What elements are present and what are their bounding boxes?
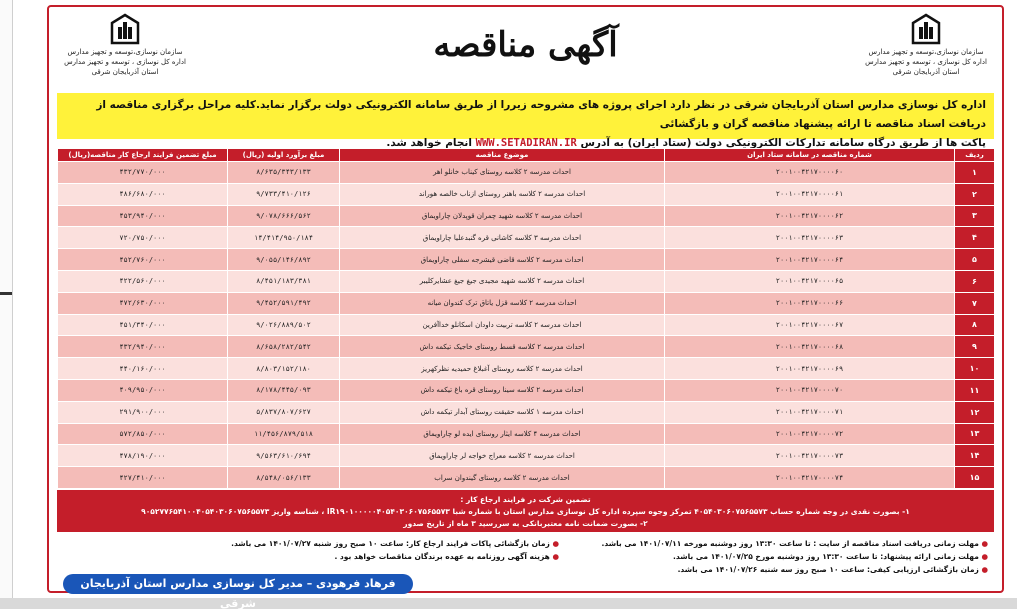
table-header-row (58, 149, 995, 162)
tender-subject: احداث مدرسه ۲ کلاسه سینا روستای قره باغ تیکمه داش (340, 379, 665, 401)
row-number: ۶ (955, 270, 995, 292)
table-row (58, 292, 995, 314)
intro-line-2-b: انجام خواهد شد. (386, 137, 472, 149)
setad-number: ۲۰۰۱۰۰۴۲۱۷۰۰۰۰۶۷ (665, 314, 955, 336)
note-item (119, 550, 559, 563)
setad-number: ۲۰۰۱۰۰۴۲۱۷۰۰۰۰۶۹ (665, 358, 955, 380)
bullet-icon: ● (549, 552, 559, 561)
tender-subject: احداث مدرسه ۲ کلاسه شهید مجیدی جیغ جیغ عشایرکلیبر (340, 270, 665, 292)
intro-paragraph (57, 93, 994, 149)
estimate-amount: ۸/۵۴۸/۰۵۶/۱۳۳ (228, 467, 340, 489)
row-number: ۱۴ (955, 445, 995, 467)
tender-subject: احداث مدرسه ۲ کلاسه تربیت داودان اسکانلو خداآفرین (340, 314, 665, 336)
estimate-amount: ۹/۰۷۸/۶۶۶/۵۶۲ (228, 205, 340, 227)
row-number: ۲ (955, 183, 995, 205)
estimate-amount: ۸/۶۳۵/۳۴۳/۱۳۳ (228, 162, 340, 184)
org-line-2: اداره کل نوسازی ، توسعه و تجهیز مدارس (865, 58, 987, 66)
org-line-3: استان آذربایجان شرقی (91, 68, 159, 76)
tender-subject: احداث مدرسه ۲ کلاسه قاضی قیشرجه سفلی چاراویماق (340, 249, 665, 271)
guarantee-amount: ۴۷۲/۶۳۰/۰۰۰ (58, 292, 228, 314)
setad-number: ۲۰۰۱۰۰۴۲۱۷۰۰۰۰۷۲ (665, 423, 955, 445)
row-number: ۹ (955, 336, 995, 358)
setad-number: ۲۰۰۱۰۰۴۲۱۷۰۰۰۰۶۰ (665, 162, 955, 184)
estimate-amount: ۱۱/۴۵۶/۸۷۹/۵۱۸ (228, 423, 340, 445)
left-page-strip (0, 0, 13, 609)
table-row (58, 227, 995, 249)
tender-subject: احداث مدرسه ۲ کلاسه معراج خواجه لر چاراویماق (340, 445, 665, 467)
table-row (58, 401, 995, 423)
row-number: ۱۱ (955, 379, 995, 401)
setad-url-link[interactable]: WWW.SETADIRAN.IR (475, 137, 577, 149)
tender-subject: احداث مدرسه ۳ کلاسه کاشانی قره گنبدعلیا چاراویماق (340, 227, 665, 249)
note-item (518, 563, 988, 576)
row-number: ۱۲ (955, 401, 995, 423)
estimate-amount: ۹/۵۶۳/۶۱۰/۶۹۴ (228, 445, 340, 467)
note-text: زمان بازگشائی ارزیابی کیفی: ساعت ۱۰ صبح روز سه شنبه ۱۴۰۱/۰۷/۲۶ می باشد. (677, 565, 979, 574)
estimate-amount: ۸/۱۷۸/۴۴۵/۰۹۳ (228, 379, 340, 401)
row-number: ۱۳ (955, 423, 995, 445)
tender-subject: احداث مدرسه ۱ کلاسه حقیقت روستای آبدار تیکمه داش (340, 401, 665, 423)
row-number: ۱ (955, 162, 995, 184)
estimate-amount: ۱۴/۴۱۴/۹۵۰/۱۸۴ (228, 227, 340, 249)
tender-subject: احداث مدرسه ۲ کلاسه قزل یاتاق ترک کندوان میانه (340, 292, 665, 314)
opening-notes (119, 537, 559, 563)
table-row (58, 270, 995, 292)
table-row (58, 379, 995, 401)
tender-subject: احداث مدرسه ۲ کلاسه شهید چمران قوپدلان چاراویماق (340, 205, 665, 227)
intro-line-2-a: پاکت ها از طریق درگاه سامانه تدارکات الکترونیکی دولت (ستاد ایران) به آدرس (580, 137, 986, 149)
table-row (58, 314, 995, 336)
guarantee-amount: ۷۲۰/۷۵۰/۰۰۰ (58, 227, 228, 249)
row-number: ۴ (955, 227, 995, 249)
setad-number: ۲۰۰۱۰۰۴۲۱۷۰۰۰۰۶۱ (665, 183, 955, 205)
row-number: ۱۵ (955, 467, 995, 489)
note-text: زمان بازگشائی پاکات فرایند ارجاع کار: ساعت ۱۰ صبح روز شنبه ۱۴۰۱/۰۷/۲۷ می باشد. (231, 539, 550, 548)
tender-subject: احداث مدرسه ۲ کلاسه روستای آغبلاغ حمیدیه نظرکهریز (340, 358, 665, 380)
setad-number: ۲۰۰۱۰۰۴۲۱۷۰۰۰۰۶۵ (665, 270, 955, 292)
guarantee-amount: ۴۲۲/۵۶۰/۰۰۰ (58, 270, 228, 292)
intro-line-1: اداره کل نوسازی مدارس استان آذربایجان شرقی در نظر دارد اجرای پروژه های مشروحه زیررا از طریق سامانه الکترونیکی دولت برگزار نماید.کلیه مراحل برگزاری مناقصه از دریافت اسناد مناقصه تا ارائه پیشنهاد مناقصه گران و بازگشائی (96, 99, 986, 130)
estimate-amount: ۹/۴۵۲/۵۹۱/۴۹۲ (228, 292, 340, 314)
note-item (119, 537, 559, 550)
setad-number: ۲۰۰۱۰۰۴۲۱۷۰۰۰۰۷۱ (665, 401, 955, 423)
guarantee-amount: ۵۷۲/۸۵۰/۰۰۰ (58, 423, 228, 445)
col-header-setad: شماره مناقصه در سامانه ستاد ایران (665, 149, 955, 162)
guarantee-box (57, 490, 994, 532)
setad-number: ۲۰۰۱۰۰۴۲۱۷۰۰۰۰۷۳ (665, 445, 955, 467)
row-number: ۸ (955, 314, 995, 336)
estimate-amount: ۸/۸۰۳/۱۵۲/۱۸۰ (228, 358, 340, 380)
table-row (58, 336, 995, 358)
table-row (58, 423, 995, 445)
bullet-icon: ● (978, 552, 988, 561)
org-line-1: سازمان نوسازی،توسعه و تجهیز مدارس (67, 48, 183, 56)
table-row (58, 205, 995, 227)
guarantee-amount: ۴۴۰/۱۶۰/۰۰۰ (58, 358, 228, 380)
estimate-amount: ۹/۷۳۳/۴۱۰/۱۲۶ (228, 183, 340, 205)
tender-table (57, 148, 995, 489)
guarantee-title: تضمین شرکت در فرایند ارجاع کار : (460, 495, 591, 504)
note-text: هزینه آگهی روزنامه به عهده برندگان مناقصات خواهد بود . (334, 552, 550, 561)
col-header-subject: موضوع مناقصه (340, 149, 665, 162)
bullet-icon: ● (978, 565, 988, 574)
tender-subject: احداث مدرسه ۲ کلاسه روستای کیناب خانلو اهر (340, 162, 665, 184)
row-number: ۷ (955, 292, 995, 314)
guarantee-amount: ۴۸۶/۶۸۰/۰۰۰ (58, 183, 228, 205)
setad-number: ۲۰۰۱۰۰۴۲۱۷۰۰۰۰۶۴ (665, 249, 955, 271)
setad-number: ۲۰۰۱۰۰۴۲۱۷۰۰۰۰۷۴ (665, 467, 955, 489)
setad-number: ۲۰۰۱۰۰۴۲۱۷۰۰۰۰۷۰ (665, 379, 955, 401)
org-line-3: استان آذربایجان شرقی (892, 68, 960, 76)
setad-number: ۲۰۰۱۰۰۴۲۱۷۰۰۰۰۶۳ (665, 227, 955, 249)
row-number: ۵ (955, 249, 995, 271)
bullet-icon: ● (549, 539, 559, 548)
guarantee-amount: ۴۰۹/۹۵۰/۰۰۰ (58, 379, 228, 401)
tender-notice-frame (47, 5, 1004, 610)
tender-subject: احداث مدرسه ۲ کلاسه باهنر روستای ازناب خالصه هوراند (340, 183, 665, 205)
guarantee-amount: ۴۵۲/۷۶۰/۰۰۰ (58, 249, 228, 271)
bottom-page-strip (0, 598, 1017, 609)
col-header-row: ردیف (955, 149, 995, 162)
table-row (58, 445, 995, 467)
estimate-amount: ۹/۰۵۵/۱۴۶/۸۹۲ (228, 249, 340, 271)
guarantee-line-1: ۱- بصورت نقدی در وجه شماره حساب ۴۰۵۴۰۳۰۶۰۷۵۶۵۵۷۳ تمرکز وجوه سپرده اداره کل نوسازی مدارس استان با شماره شبا IR۱۹۰۱۰۰۰۰۰۴۰۵۴۰۳۰۶۰۷۵۶۵۵۷۳ ، شناسه واریز ۹۰۵۲۷۷۶۵۴۱۰۰۴۰۵۴۰۳۰۶۰۷۵۶۵۵۷۳ (141, 507, 910, 516)
tender-subject: احداث مدرسه ۲ کلاسه قسط روستای خاجیک تیکمه داش (340, 336, 665, 358)
table-row (58, 183, 995, 205)
tender-subject: احداث مدرسه ۴ کلاسه ایثار روستای ایده لو چاراویماق (340, 423, 665, 445)
page-title: آگهی مناقصه (433, 25, 618, 65)
guarantee-amount: ۲۹۱/۹۰۰/۰۰۰ (58, 401, 228, 423)
deadline-notes (518, 537, 988, 576)
guarantee-amount: ۴۵۳/۹۴۰/۰۰۰ (58, 205, 228, 227)
col-header-estimate: مبلغ برآورد اولیه (ریال) (228, 149, 340, 162)
estimate-amount: ۸/۴۵۱/۱۸۳/۳۸۱ (228, 270, 340, 292)
guarantee-amount: ۴۷۸/۱۹۰/۰۰۰ (58, 445, 228, 467)
col-header-guarantee: مبلغ تضمین فرایند ارجاع کار مناقصه(ریال) (58, 149, 228, 162)
note-text: مهلت زمانی دریافت اسناد مناقصه از سایت : تا ساعت ۱۳:۳۰ روز دوشنبه مورخه ۱۴۰۱/۰۷/۱۱ می باشد. (601, 539, 979, 548)
tender-subject: احداث مدرسه ۲ کلاسه روستای گیندوان سراب (340, 467, 665, 489)
estimate-amount: ۸/۶۵۸/۲۸۲/۵۴۲ (228, 336, 340, 358)
setad-number: ۲۰۰۱۰۰۴۲۱۷۰۰۰۰۶۶ (665, 292, 955, 314)
table-row (58, 467, 995, 489)
note-text: مهلت زمانی ارائه پیشنهاد: تا ساعت ۱۳:۳۰ روز دوشنبه مورخ ۱۴۰۱/۰۷/۲۵ می باشد. (673, 552, 979, 561)
guarantee-amount: ۴۳۲/۹۴۰/۰۰۰ (58, 336, 228, 358)
table-row (58, 358, 995, 380)
signature-banner: فرهاد فرهودی – مدیر کل نوسازی مدارس استان آذربایجان شرقی (63, 574, 413, 594)
row-number: ۳ (955, 205, 995, 227)
guarantee-line-2: ۲- بصورت ضمانت نامه معتبربانکی به سررسید ۳ ماه از تاریخ صدور (403, 519, 648, 528)
org-line-2: اداره کل نوسازی ، توسعه و تجهیز مدارس (64, 58, 186, 66)
note-item (518, 550, 988, 563)
guarantee-amount: ۴۲۷/۴۱۰/۰۰۰ (58, 467, 228, 489)
org-line-1: سازمان نوسازی،توسعه و تجهیز مدارس (868, 48, 984, 56)
bullet-icon: ● (978, 539, 988, 548)
note-item (518, 537, 988, 550)
table-row (58, 162, 995, 184)
estimate-amount: ۵/۸۳۷/۸۰۷/۶۲۷ (228, 401, 340, 423)
strip-divider (0, 292, 12, 295)
setad-number: ۲۰۰۱۰۰۴۲۱۷۰۰۰۰۶۲ (665, 205, 955, 227)
guarantee-amount: ۴۵۱/۳۴۰/۰۰۰ (58, 314, 228, 336)
estimate-amount: ۹/۰۲۶/۸۸۹/۵۰۲ (228, 314, 340, 336)
guarantee-amount: ۴۳۲/۷۷۰/۰۰۰ (58, 162, 228, 184)
setad-number: ۲۰۰۱۰۰۴۲۱۷۰۰۰۰۶۸ (665, 336, 955, 358)
table-row (58, 249, 995, 271)
table-body (58, 162, 995, 489)
row-number: ۱۰ (955, 358, 995, 380)
